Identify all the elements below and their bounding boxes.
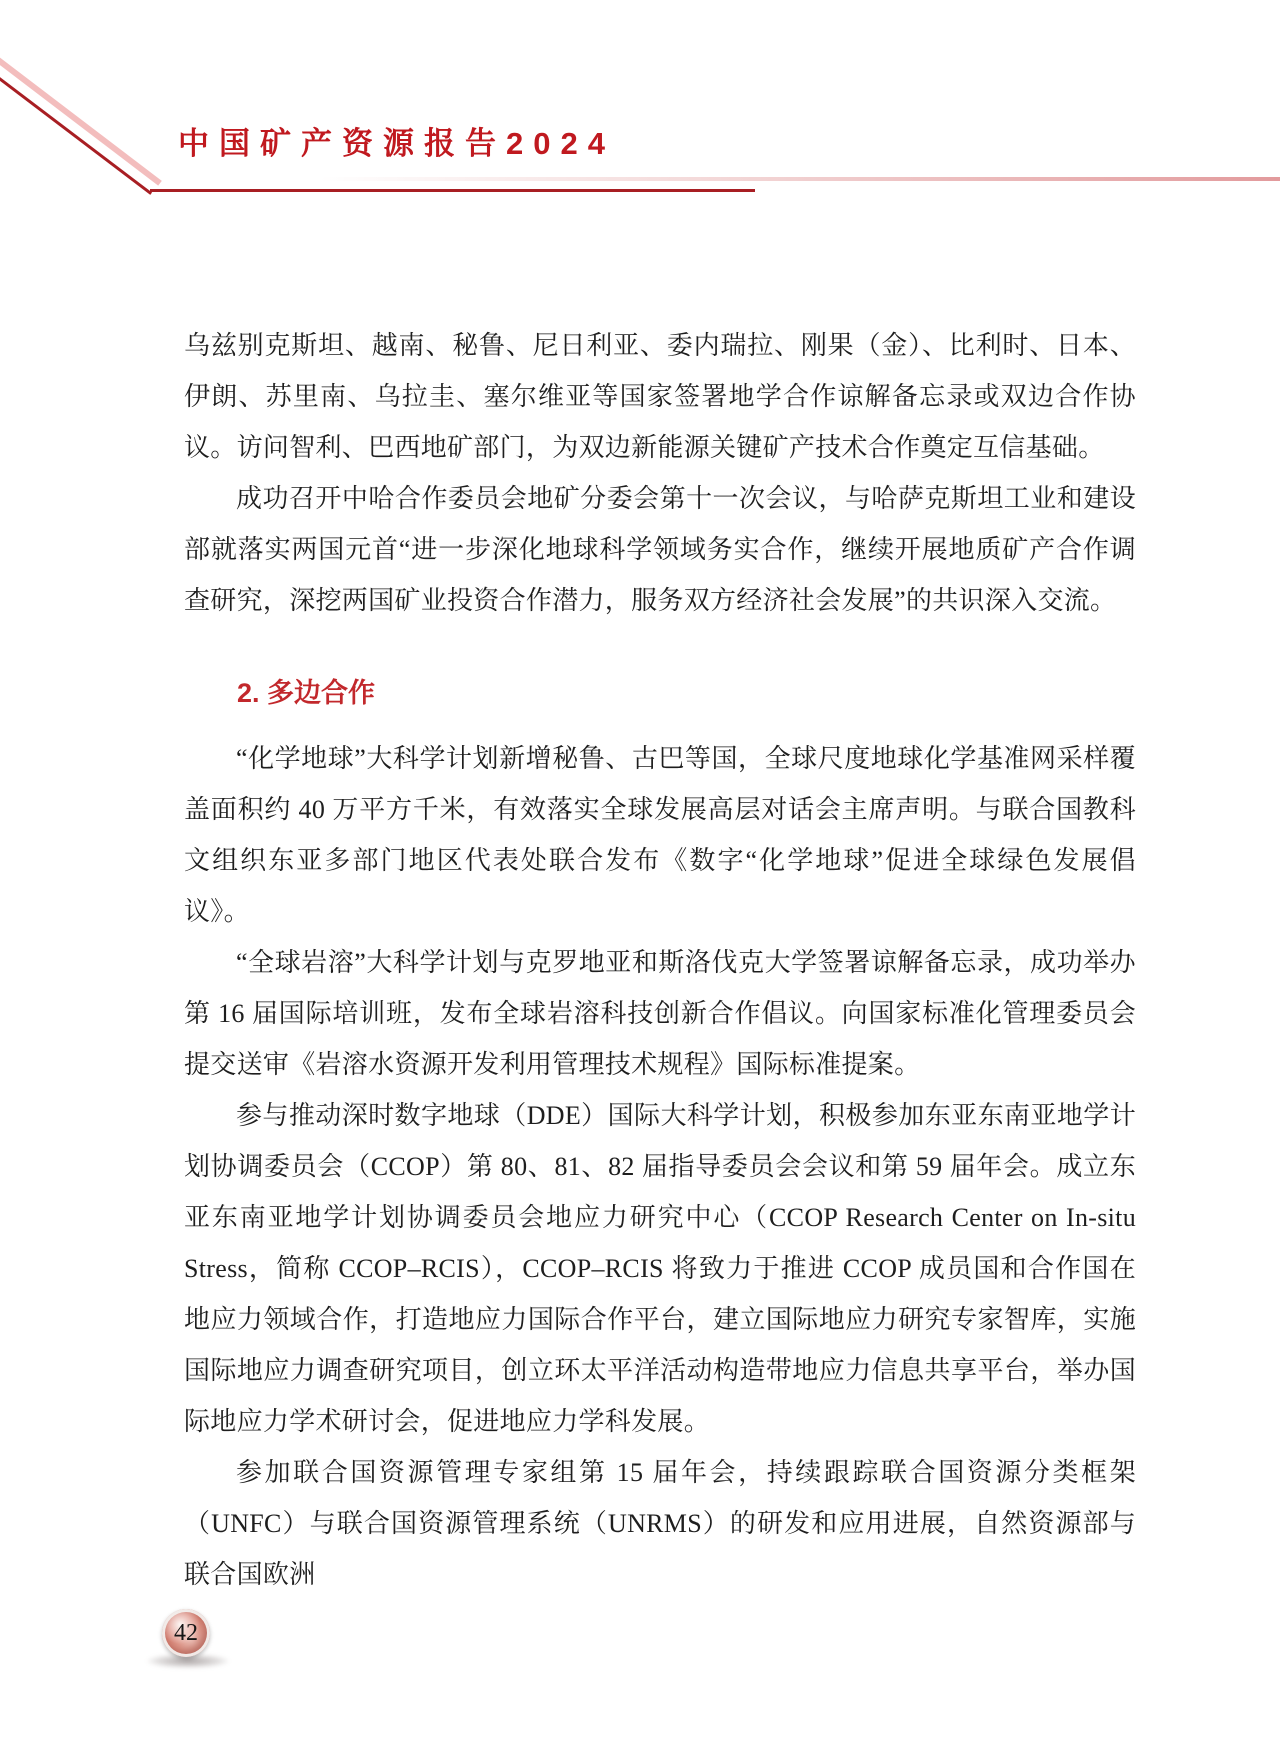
page-number: 42 — [174, 1619, 198, 1646]
diagonal-accent-red — [0, 68, 152, 195]
header-rule-red — [150, 189, 755, 192]
body-text-section — [184, 733, 1136, 1600]
report-title: 中国矿产资源报告2024 — [178, 126, 615, 161]
paragraph: “全球岩溶”大科学计划与克罗地亚和斯洛伐克大学签署谅解备忘录，成功举办第 16 届国际培训班，发布全球岩溶科技创新合作倡议。向国家标准化管理委员会提交送审《岩溶水资源开发利用管理技术规程》国际标准提案。 — [184, 948, 1136, 1079]
paragraph: 参与推动深时数字地球（DDE）国际大科学计划，积极参加东亚东南亚地学计划协调委员会（CCOP）第 80、81、82 届指导委员会会议和第 59 届年会。成立东亚东南亚地学计划协调委员会地应力研究中心（CCOP Research Center on In-situ Stress，简称 CCOP–RCIS），CCOP–RCIS 将致力于推进 CCOP 成员国和合作国在地应力领域合作，打造地应力国际合作平台，建立国际地应力研究专家智库，实施国际地应力调查研究项目，创立环太平洋活动构造带地应力信息共享平台，举办国际地应力学术研讨会，促进地应力学科发展。 — [184, 1101, 1136, 1436]
section-heading: 2. 多边合作 — [237, 678, 376, 708]
paragraph: 参加联合国资源管理专家组第 15 届年会，持续跟踪联合国资源分类框架（UNFC）与联合国资源管理系统（UNRMS）的研发和应用进展，自然资源部与联合国欧洲 — [184, 1458, 1136, 1589]
body-text-top — [184, 320, 1136, 626]
paragraph: “化学地球”大科学计划新增秘鲁、古巴等国，全球尺度地球化学基准网采样覆盖面积约 40 万平方千米，有效落实全球发展高层对话会主席声明。与联合国教科文组织东亚多部门地区代表处联合发布《数字“化学地球”促进全球绿色发展倡议》。 — [184, 744, 1136, 926]
paragraph: 成功召开中哈合作委员会地矿分委会第十一次会议，与哈萨克斯坦工业和建设部就落实两国元首“进一步深化地球科学领域务实合作，继续开展地质矿产合作调查研究，深挖两国矿业投资合作潜力，服务双方经济社会发展”的共识深入交流。 — [184, 484, 1136, 615]
diagonal-accent-pink — [0, 50, 162, 186]
header-rule-pink — [320, 177, 1280, 181]
page-number-sphere — [162, 1609, 210, 1657]
paragraph: 乌兹别克斯坦、越南、秘鲁、尼日利亚、委内瑞拉、刚果（金）、比利时、日本、伊朗、苏里南、乌拉圭、塞尔维亚等国家签署地学合作谅解备忘录或双边合作协议。访问智利、巴西地矿部门，为双边新能源关键矿产技术合作奠定互信基础。 — [184, 331, 1136, 462]
